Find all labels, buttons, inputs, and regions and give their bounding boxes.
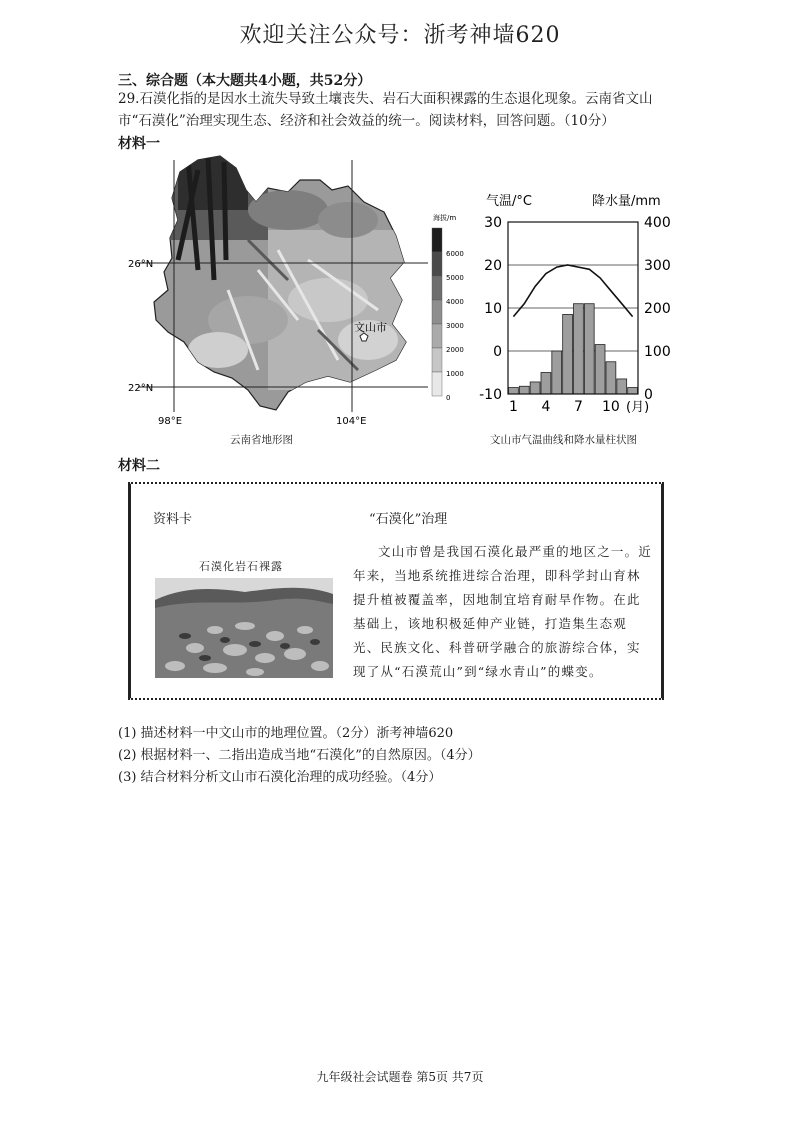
sub-question-2: (2) 根据材料一、二指出造成当地“石漠化”的自然原因。（4分） — [118, 748, 481, 763]
precip-bar — [541, 373, 551, 395]
right-tick-label: 100 — [644, 344, 671, 360]
header-title: 欢迎关注公众号：浙考神墙620 — [239, 23, 561, 48]
question-line-1: 29.石漠化指的是因水土流失导致土壤丧失、岩石大面积裸露的生态退化现象。云南省文山 — [118, 91, 653, 107]
elevation-legend-ticks — [446, 250, 464, 402]
rocky-desertification-photo — [155, 578, 333, 678]
material-2-label: 材料二 — [118, 458, 160, 474]
precip-bar — [552, 351, 562, 394]
lat-label-26n: 26°N — [128, 259, 154, 270]
x-tick-label: 4 — [541, 399, 551, 415]
chart-caption: 文山市气温曲线和降水量柱状图 — [490, 434, 637, 446]
x-tick-label: 10 — [602, 399, 620, 415]
section-title: 三、综合题（本大题共4小题，共52分） — [118, 73, 372, 89]
left-axis-label: 气温/°C — [486, 194, 532, 209]
card-title: “石漠化”治理 — [369, 512, 448, 527]
legend-tick-label: 3000 — [446, 322, 464, 330]
legend-swatch — [432, 300, 442, 324]
left-tick-label: 20 — [484, 258, 502, 274]
precip-bar — [617, 379, 627, 394]
lat-label-22n: 22°N — [128, 383, 154, 394]
card-text: 文山市曾是我国石漠化最严重的地区之一。近年来，当地系统推进综合治理，即科学封山育林提升植被覆盖率，因地制宜培育耐旱作物。在此基础上，该地积极延伸产业链，打造集生态观光、民族文化、科普研学融合的旅游综合体，实现了从“石漠荒山”到“绿水青山”的蝶变。 — [353, 544, 653, 679]
right-tick-label: 200 — [644, 301, 671, 317]
precip-bar — [563, 314, 573, 394]
page-footer: 九年级社会试题卷 第5页 共7页 — [316, 1070, 484, 1084]
precip-bar — [509, 388, 519, 394]
sub-question-1: (1) 描述材料一中文山市的地理位置。（2分）浙考神墙620 — [118, 726, 454, 741]
legend-swatch — [432, 276, 442, 300]
lon-label-104e: 104°E — [336, 416, 367, 427]
temperature-line — [513, 265, 632, 317]
left-tick-label: 0 — [493, 344, 502, 360]
left-tick-label: 10 — [484, 301, 502, 317]
right-axis-label: 降水量/mm — [592, 194, 661, 209]
legend-swatch — [432, 324, 442, 348]
lon-label-98e: 98°E — [158, 416, 183, 427]
legend-swatch — [432, 228, 442, 252]
map-caption: 云南省地形图 — [230, 434, 293, 446]
question-line-2: 市“石漠化”治理实现生态、经济和社会效益的统一。阅读材料，回答问题。（10分） — [118, 113, 615, 129]
x-tick-label: 7 — [573, 399, 583, 415]
legend-title: 海拔/m — [433, 214, 457, 222]
legend-tick-label: 4000 — [446, 298, 464, 306]
legend-swatch — [432, 348, 442, 372]
precip-bars — [509, 304, 638, 394]
precip-bar — [519, 386, 529, 394]
x-tick-label: 1 — [508, 399, 518, 415]
precip-bar — [595, 345, 605, 394]
precip-bar — [530, 382, 540, 394]
photo-caption: 石漠化岩石裸露 — [199, 560, 283, 573]
info-card — [128, 482, 664, 700]
chart-grid — [508, 265, 638, 351]
precip-bar — [606, 362, 616, 394]
right-tick-label: 0 — [644, 387, 653, 403]
legend-swatch — [432, 372, 442, 396]
legend-tick-label: 0 — [446, 394, 451, 402]
left-tick-label: -10 — [479, 387, 502, 403]
precip-bar — [584, 304, 594, 394]
precip-bar — [628, 388, 638, 394]
legend-tick-label: 6000 — [446, 250, 464, 258]
climate-chart — [470, 180, 690, 430]
legend-swatch — [432, 252, 442, 276]
sub-question-3: (3) 结合材料分析文山市石漠化治理的成功经验。（4分） — [118, 770, 442, 785]
card-label: 资料卡 — [153, 512, 193, 527]
legend-tick-label: 5000 — [446, 274, 464, 282]
left-tick-label: 30 — [484, 215, 502, 231]
legend-tick-label: 1000 — [446, 370, 464, 378]
x-unit-label: (月) — [626, 400, 650, 415]
right-tick-label: 300 — [644, 258, 671, 274]
right-tick-label: 400 — [644, 215, 671, 231]
material-1-label: 材料一 — [118, 136, 160, 152]
legend-tick-label: 2000 — [446, 346, 464, 354]
elevation-legend — [432, 228, 442, 396]
city-label: 文山市 — [354, 321, 387, 334]
precip-bar — [574, 304, 584, 394]
yunnan-terrain-map — [128, 150, 468, 440]
